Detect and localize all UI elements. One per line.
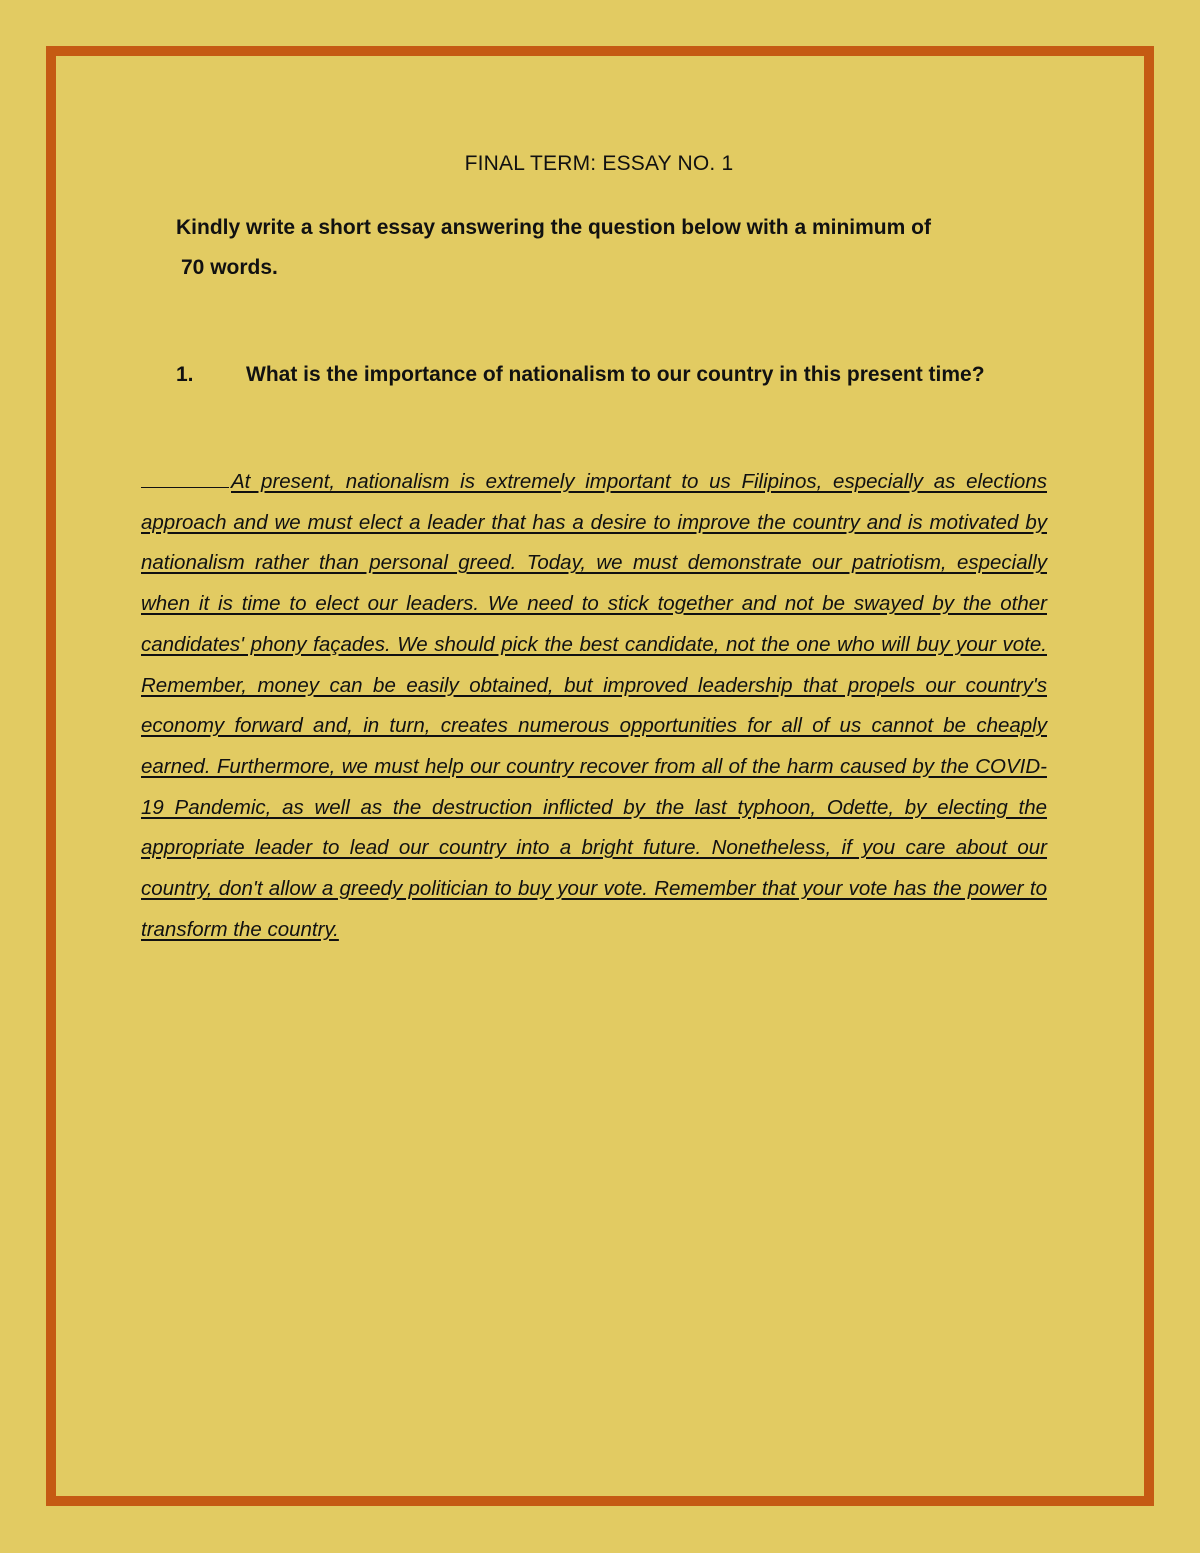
question-number: 1. [176,363,194,386]
question-item [176,354,1056,395]
instruction-line-1: Kindly write a short essay answering the question below with a minimum of [176,216,931,239]
essay-title [56,152,1144,176]
paragraph-indent [141,469,229,488]
question-text: What is the importance of nationalism to our country in this present time? [246,363,985,386]
page-frame [46,46,1154,1506]
essay-title-text: FINAL TERM: ESSAY NO. 1 [464,152,734,175]
instruction-line-2: 70 words. [181,256,278,279]
instructions [176,208,1056,288]
essay-answer-text: At present, nationalism is extremely important to us Filipinos, especially as elections approach and we must elect a leader that has a desire to improve the country and is motivated by nationalism rather than personal greed. Today, we must demonstrate our patriotism, especially when it is time to elect our leaders. We need to stick together and not be swayed by the other candidates' phony façades. We should pick the best candidate, not the one who will buy your vote. Remember, money can be easily obtained, but improved leadership that propels our country's economy forward and, in turn, creates numerous opportunities for all of us cannot be cheaply earned. Furthermore, we must help our country recover from all of the harm caused by the COVID-19 Pandemic, as well as the destruction inflicted by the last typhoon, Odette, by electing the appropriate leader to lead our country into a bright future. Nonetheless, if you care about our country, don't allow a greedy politician to buy your vote. Remember that your vote has the power to transform the country. [141,470,1047,941]
essay-answer [141,462,1047,950]
